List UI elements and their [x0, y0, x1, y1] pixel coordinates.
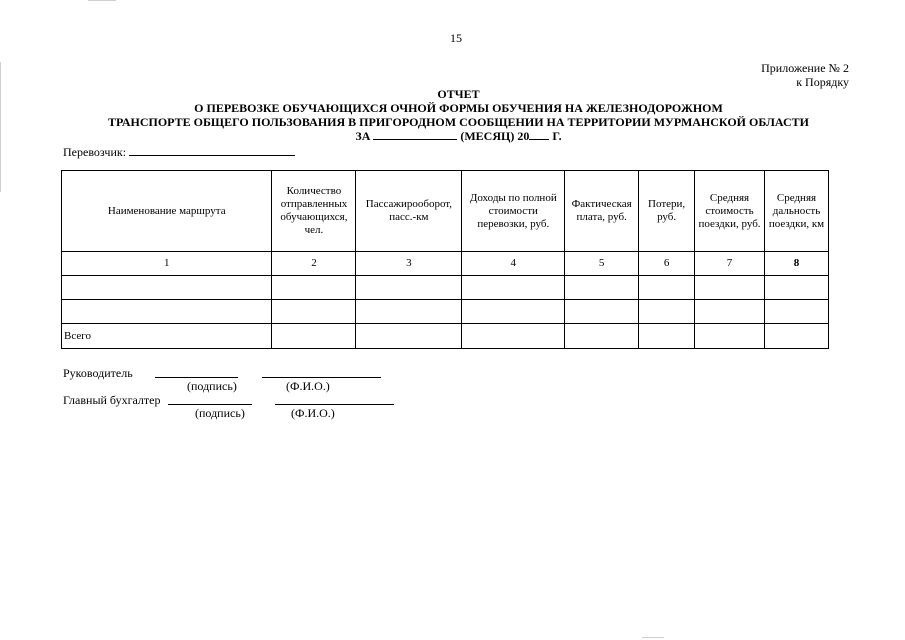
- header-passenger-turnover: Пассажирооборот, пасс.-км: [356, 171, 462, 252]
- table-cell[interactable]: [62, 276, 272, 300]
- header-students-count: Количество отправленных обучающихся, чел.: [272, 171, 356, 252]
- table-cell[interactable]: [639, 276, 695, 300]
- table-row: [62, 300, 829, 324]
- table-row: [62, 276, 829, 300]
- column-number: 6: [639, 252, 695, 276]
- month-blank[interactable]: [373, 129, 457, 140]
- table-cell[interactable]: [565, 276, 639, 300]
- report-title: [0, 87, 905, 143]
- accountant-name-caption: (Ф.И.О.): [291, 406, 335, 420]
- table-cell[interactable]: [356, 324, 462, 349]
- scan-artifact-bottom: [642, 637, 664, 638]
- appendix-line-1: Приложение № 2: [761, 61, 849, 75]
- table-cell[interactable]: [272, 276, 356, 300]
- header-average-distance: Средняя дальность поездки, км: [764, 171, 828, 252]
- table-cell[interactable]: [695, 276, 765, 300]
- head-name-caption: (Ф.И.О.): [286, 379, 330, 393]
- table-cell[interactable]: [639, 324, 695, 349]
- header-full-cost-income: Доходы по полной стоимости перевозки, руб.: [462, 171, 565, 252]
- carrier-field: [63, 145, 295, 160]
- column-number: 8: [764, 252, 828, 276]
- table-cell[interactable]: [764, 324, 828, 349]
- table-header-row: [62, 171, 829, 252]
- table-cell[interactable]: [62, 300, 272, 324]
- column-number: 7: [695, 252, 765, 276]
- period-month: (МЕСЯЦ) 20: [460, 129, 530, 143]
- accountant-label: Главный бухгалтер: [63, 393, 161, 407]
- total-row: [62, 324, 829, 349]
- column-number-row: [62, 252, 829, 276]
- table-cell[interactable]: [764, 276, 828, 300]
- title-line-3: ТРАНСПОРТЕ ОБЩЕГО ПОЛЬЗОВАНИЯ В ПРИГОРОДНОМ СООБЩЕНИИ НА ТЕРРИТОРИИ МУРМАНСКОЙ ОБЛАСТИ: [108, 115, 809, 129]
- table-cell[interactable]: [356, 300, 462, 324]
- header-actual-fee: Фактическая плата, руб.: [565, 171, 639, 252]
- accountant-signature-line[interactable]: [168, 404, 252, 405]
- table-cell[interactable]: [695, 324, 765, 349]
- table-cell[interactable]: [565, 300, 639, 324]
- accountant-signature-caption: (подпись): [195, 406, 245, 420]
- table-cell[interactable]: [272, 300, 356, 324]
- table-cell[interactable]: [272, 324, 356, 349]
- carrier-label: Перевозчик:: [63, 145, 127, 159]
- table-cell[interactable]: [565, 324, 639, 349]
- report-table: [61, 170, 829, 349]
- column-number: 5: [565, 252, 639, 276]
- head-name-line[interactable]: [262, 377, 381, 378]
- accountant-name-line[interactable]: [275, 404, 394, 405]
- year-blank[interactable]: [529, 129, 549, 140]
- carrier-blank[interactable]: [129, 145, 295, 156]
- table-cell[interactable]: [639, 300, 695, 324]
- column-number: 3: [356, 252, 462, 276]
- header-losses: Потери, руб.: [639, 171, 695, 252]
- scan-artifact-top: [88, 0, 116, 1]
- table-cell[interactable]: [356, 276, 462, 300]
- column-number: 4: [462, 252, 565, 276]
- table-cell[interactable]: [462, 276, 565, 300]
- appendix-line-2: к Порядку: [796, 75, 849, 89]
- total-label: Всего: [62, 324, 272, 349]
- title-line-1: ОТЧЕТ: [437, 87, 480, 101]
- column-number: 2: [272, 252, 356, 276]
- head-label: Руководитель: [63, 366, 133, 380]
- title-period: [0, 129, 905, 143]
- table-cell[interactable]: [462, 300, 565, 324]
- appendix-note: [761, 61, 849, 89]
- page-number: 15: [450, 31, 462, 45]
- head-signature-caption: (подпись): [187, 379, 237, 393]
- column-number: 1: [62, 252, 272, 276]
- table-cell[interactable]: [695, 300, 765, 324]
- table-cell[interactable]: [462, 324, 565, 349]
- period-prefix: ЗА: [355, 129, 371, 143]
- header-average-cost: Средняя стоимость поездки, руб.: [695, 171, 765, 252]
- title-line-2: О ПЕРЕВОЗКЕ ОБУЧАЮЩИХСЯ ОЧНОЙ ФОРМЫ ОБУЧЕНИЯ НА ЖЕЛЕЗНОДОРОЖНОМ: [194, 101, 723, 115]
- header-route-name: Наименование маршрута: [62, 171, 272, 252]
- period-suffix: Г.: [552, 129, 562, 143]
- head-signature-line[interactable]: [155, 377, 238, 378]
- table-cell[interactable]: [764, 300, 828, 324]
